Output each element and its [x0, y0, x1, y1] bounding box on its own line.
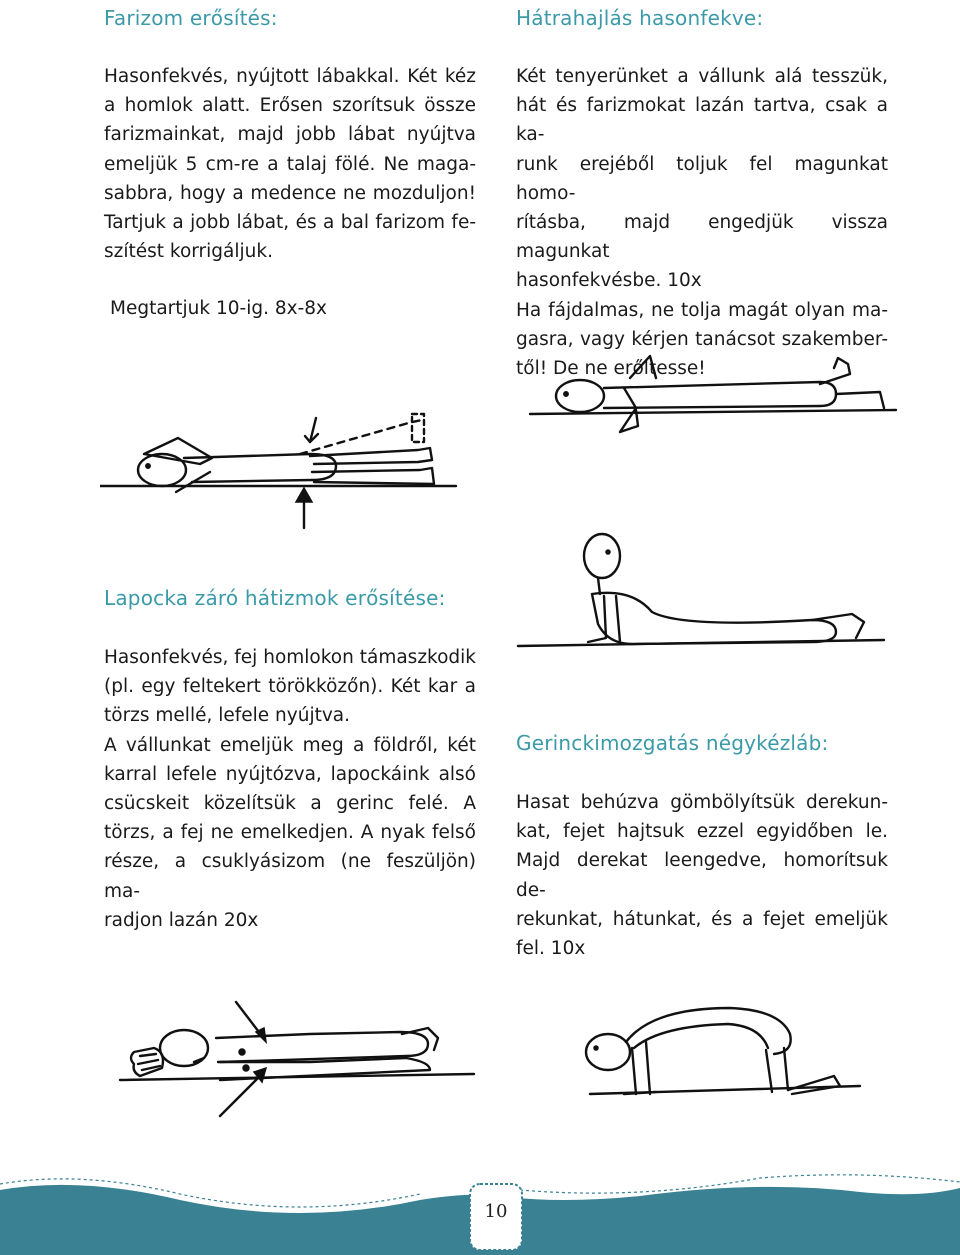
paragraph-gerinc	[516, 788, 888, 963]
text-line: kat, fejet hajtsuk ezzel egyidőben le.	[516, 821, 888, 843]
text-line: törzs, a fej ne emelkedjen. A nyak felső	[104, 822, 476, 844]
text-line: a homlok alatt. Erősen szorítsuk össze	[104, 95, 476, 117]
text-line: fel. 10x	[516, 938, 586, 960]
text-line: Hasonfekvés, nyújtott lábakkal. Két kéz	[104, 66, 476, 87]
text-line: része, a csuklyásizom (ne feszüljön) ma-	[104, 851, 476, 902]
text-line: törzs mellé, lefele nyújtva.	[104, 705, 351, 727]
heading-lapocka: Lapocka záró hátizmok erősítése:	[104, 586, 446, 610]
text-line: (pl. egy feltekert törökközőn). Két kar a	[104, 676, 476, 698]
heading-hatrahajlas: Hátrahajlás hasonfekve:	[516, 6, 764, 30]
text-line: hát és farizmokat lazán tartva, csak a ka-	[516, 95, 888, 146]
text-line: rításba, majd engedjük vissza magunkat	[516, 212, 888, 263]
text-line: Tartjuk a jobb lábat, és a bal farizom fe-	[104, 212, 476, 234]
text-line: Hasat behúzva gömbölyítsük derekun-	[516, 792, 888, 813]
paragraph-lapocka	[104, 643, 476, 935]
illustration-cobra-pose	[512, 528, 888, 678]
text-line: A vállunkat emeljük meg a földről, két	[104, 734, 476, 756]
reps-farizom: Megtartjuk 10-ig. 8x-8x	[110, 298, 327, 319]
text-line: Ha fájdalmas, ne tolja magát olyan ma-	[516, 299, 888, 321]
text-line: Majd derekat leengedve, homorítsuk de-	[516, 850, 888, 901]
illustration-shoulder-blade	[110, 998, 480, 1118]
text-line: karral lefele nyújtózva, lapockáink alsó	[104, 763, 476, 785]
text-line: hasonfekvésbe. 10x	[516, 270, 702, 292]
heading-gerinc: Gerinckimozgatás négykézláb:	[516, 731, 829, 755]
text-line: től! De ne erőltesse!	[516, 358, 706, 380]
text-line: farizmainkat, majd jobb lábat nyújtva	[104, 124, 476, 146]
page-number: 10	[484, 1201, 508, 1222]
text-line: emeljük 5 cm-re a talaj fölé. Ne maga-	[104, 153, 476, 175]
paragraph-farizom	[104, 62, 476, 266]
text-line: szítést korrigáljuk.	[104, 241, 273, 263]
text-line: rekunkat, hátunkat, és a fejet emeljük	[516, 908, 888, 930]
text-line: runk erejéből toljuk fel magunkat homo-	[516, 153, 888, 204]
heading-farizom: Farizom erősítés:	[104, 6, 278, 30]
illustration-prone-hands	[520, 348, 900, 448]
text-line: sabbra, hogy a medence ne mozduljon!	[104, 182, 476, 204]
text-line: csücskeit közelítsük a gerinc felé. A	[104, 793, 476, 815]
text-line: radjon lazán 20x	[104, 909, 259, 931]
text-line: Két tenyerünket a vállunk alá tesszük,	[516, 66, 888, 87]
text-line: gasra, vagy kérjen tanácsot szakember-	[516, 328, 888, 350]
illustration-leg-lift	[100, 410, 460, 530]
illustration-cat-pose	[560, 998, 880, 1120]
paragraph-hatrahajlas	[516, 62, 888, 383]
text-line: Hasonfekvés, fej homlokon támaszkodik	[104, 647, 476, 668]
